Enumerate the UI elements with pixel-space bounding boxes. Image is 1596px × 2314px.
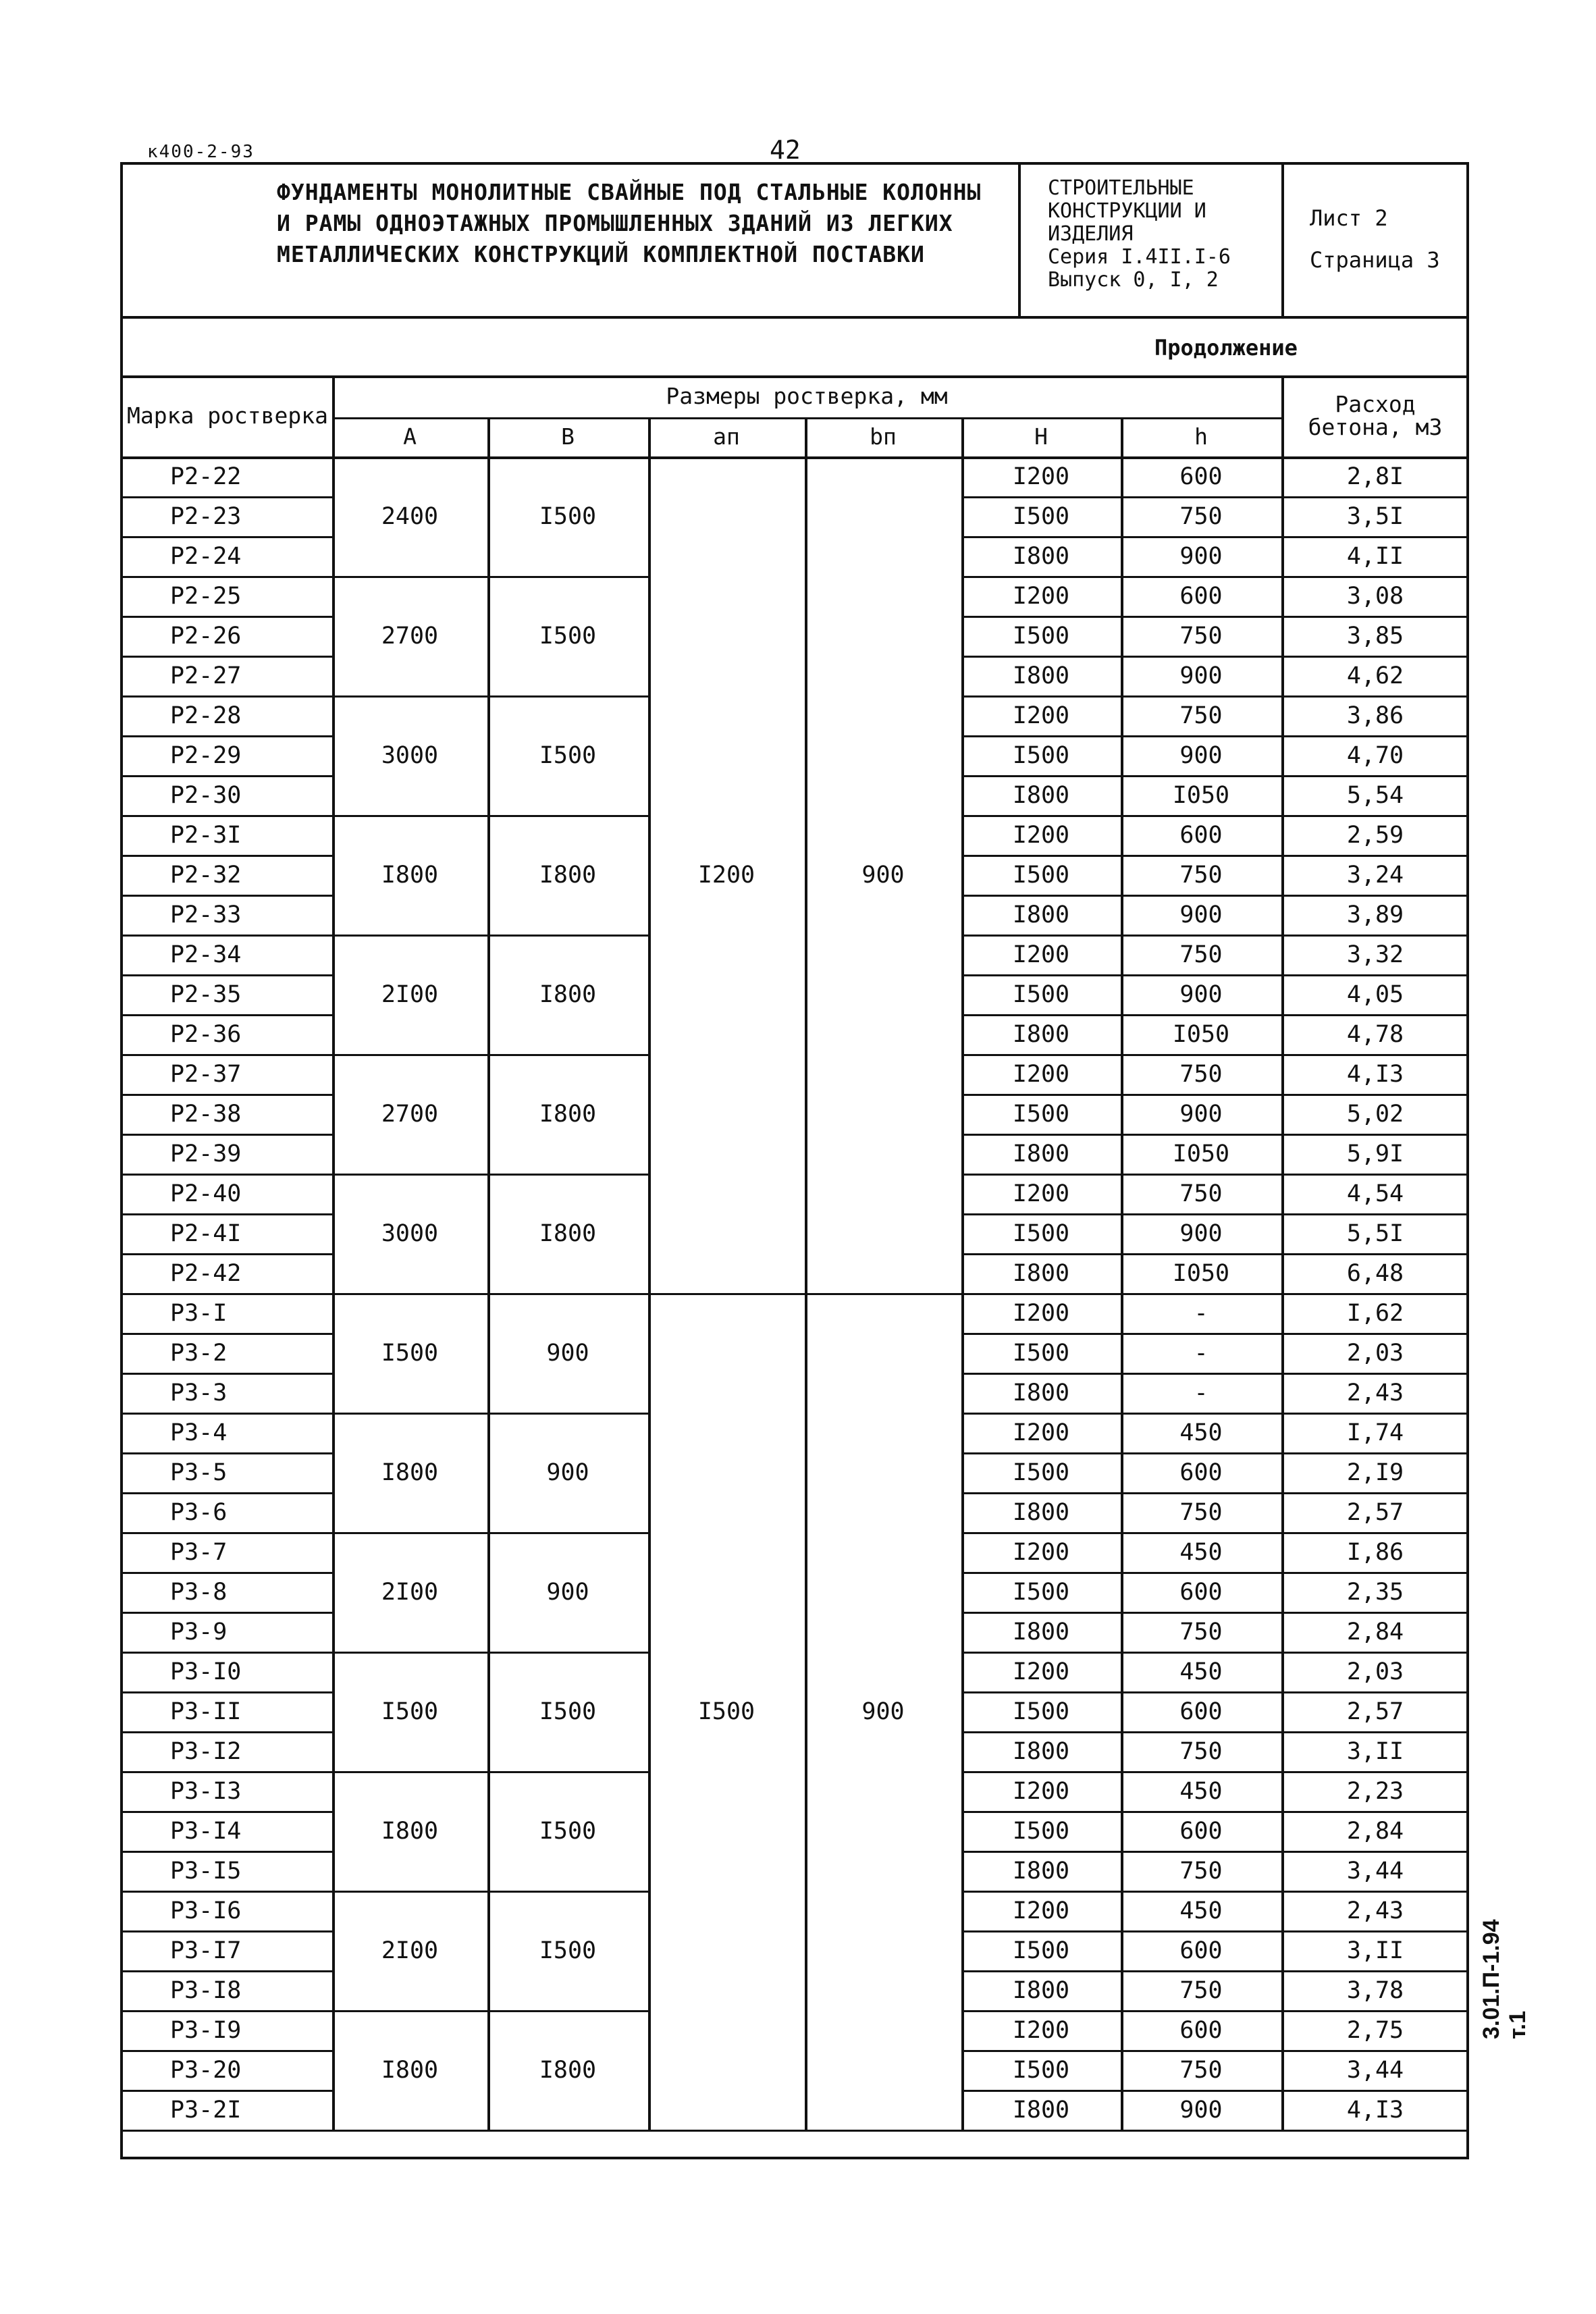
- header-B: B: [561, 423, 575, 450]
- h-cell: 900: [1179, 980, 1223, 1008]
- H-cell: I800: [1012, 662, 1070, 689]
- continuation-label: Продолжение: [1154, 335, 1298, 361]
- H-cell: I500: [1012, 1578, 1070, 1606]
- an-cell: I500: [697, 1698, 755, 1725]
- mark-cell: Р3-9: [170, 1618, 228, 1646]
- mark-cell: Р2-32: [170, 861, 242, 889]
- concrete-cell: 2,43: [1346, 1897, 1404, 1924]
- concrete-cell: 2,75: [1346, 2016, 1404, 2044]
- concrete-cell: 3,II: [1346, 1737, 1404, 1765]
- concrete-cell: 5,54: [1346, 781, 1404, 809]
- mark-cell: Р2-36: [170, 1020, 242, 1048]
- B-cell: I500: [539, 1937, 597, 1964]
- h-cell: 600: [1179, 582, 1223, 610]
- h-cell: 900: [1179, 542, 1223, 570]
- concrete-cell: 4,I3: [1346, 2096, 1404, 2124]
- B-cell: I500: [539, 741, 597, 769]
- h-cell: 600: [1179, 1817, 1223, 1845]
- side-stamp: 3.01.П-1.94 т.1: [1479, 1919, 1531, 2039]
- H-cell: I200: [1012, 702, 1070, 729]
- B-cell: I800: [539, 1100, 597, 1128]
- row-rule: [961, 2130, 1469, 2132]
- concrete-cell: 4,78: [1346, 1020, 1404, 1048]
- concrete-cell: 2,03: [1346, 1339, 1404, 1367]
- concrete-cell: 3,78: [1346, 1976, 1404, 2004]
- A-cell: 2400: [381, 502, 439, 530]
- mark-cell: Р3-I4: [170, 1817, 242, 1845]
- H-cell: I800: [1012, 1379, 1070, 1406]
- concrete-cell: 4,70: [1346, 741, 1404, 769]
- H-cell: I800: [1012, 1618, 1070, 1646]
- h-cell: 750: [1179, 1857, 1223, 1885]
- header-mark: Марка ростверка: [126, 402, 328, 429]
- h-cell: 750: [1179, 1180, 1223, 1207]
- header-h: h: [1194, 423, 1208, 450]
- B-cell: I800: [539, 980, 597, 1008]
- mark-cell: Р3-2: [170, 1339, 228, 1367]
- concrete-cell: 5,9I: [1346, 1140, 1404, 1167]
- H-cell: I500: [1012, 741, 1070, 769]
- concrete-cell: 2,8I: [1346, 463, 1404, 490]
- h-cell: I050: [1172, 1020, 1230, 1048]
- mark-cell: Р2-30: [170, 781, 242, 809]
- concrete-cell: 3,85: [1346, 622, 1404, 650]
- mark-cell: Р3-I7: [170, 1937, 242, 1964]
- mark-cell: Р3-II: [170, 1698, 242, 1725]
- mark-cell: Р3-3: [170, 1379, 228, 1406]
- B-cell: 900: [546, 1339, 589, 1367]
- concrete-cell: 4,62: [1346, 662, 1404, 689]
- h-cell: 900: [1179, 901, 1223, 928]
- h-cell: 600: [1179, 1578, 1223, 1606]
- header-concrete: Расход бетона, м3: [1308, 391, 1443, 440]
- H-cell: I800: [1012, 542, 1070, 570]
- pile-group-rule: [648, 2130, 961, 2132]
- A-cell: I800: [381, 2056, 439, 2084]
- A-cell: I500: [381, 1698, 439, 1725]
- mark-cell: Р3-I5: [170, 1857, 242, 1885]
- H-cell: I500: [1012, 1458, 1070, 1486]
- H-cell: I800: [1012, 1737, 1070, 1765]
- B-cell: I500: [539, 1817, 597, 1845]
- mark-cell: Р2-38: [170, 1100, 242, 1128]
- A-cell: 2700: [381, 622, 439, 650]
- A-cell: 2I00: [381, 1578, 439, 1606]
- h-cell: 900: [1179, 741, 1223, 769]
- mark-cell: Р2-28: [170, 702, 242, 729]
- A-cell: 2I00: [381, 980, 439, 1008]
- h-cell: 450: [1179, 1777, 1223, 1805]
- A-cell: I500: [381, 1339, 439, 1367]
- mark-cell: Р3-20: [170, 2056, 242, 2084]
- h-cell: 750: [1179, 1618, 1223, 1646]
- concrete-cell: 2,84: [1346, 1817, 1404, 1845]
- B-cell: I800: [539, 2056, 597, 2084]
- mark-cell: Р2-34: [170, 941, 242, 968]
- header-A: A: [403, 423, 417, 450]
- h-cell: 450: [1179, 1658, 1223, 1685]
- h-cell: 450: [1179, 1419, 1223, 1446]
- H-cell: I200: [1012, 463, 1070, 490]
- concrete-cell: 4,54: [1346, 1180, 1404, 1207]
- mark-cell: Р3-7: [170, 1538, 228, 1566]
- h-cell: 600: [1179, 1458, 1223, 1486]
- B-cell: I500: [539, 502, 597, 530]
- mark-cell: Р2-39: [170, 1140, 242, 1167]
- H-cell: I800: [1012, 901, 1070, 928]
- concrete-cell: 4,II: [1346, 542, 1404, 570]
- H-cell: I800: [1012, 2096, 1070, 2124]
- H-cell: I800: [1012, 1020, 1070, 1048]
- mark-cell: Р3-I2: [170, 1737, 242, 1765]
- mark-cell: Р2-40: [170, 1180, 242, 1207]
- mark-cell: Р2-26: [170, 622, 242, 650]
- h-cell: 600: [1179, 1937, 1223, 1964]
- header-sizes: Размеры ростверка, мм: [666, 383, 948, 409]
- H-cell: I800: [1012, 1857, 1070, 1885]
- A-cell: I800: [381, 1817, 439, 1845]
- concrete-cell: 2,I9: [1346, 1458, 1404, 1486]
- B-cell: I800: [539, 1219, 597, 1247]
- h-cell: I050: [1172, 781, 1230, 809]
- h-cell: 600: [1179, 821, 1223, 849]
- mark-cell: Р2-35: [170, 980, 242, 1008]
- group-rule: [332, 2130, 648, 2132]
- H-cell: I200: [1012, 1897, 1070, 1924]
- h-cell: I050: [1172, 1140, 1230, 1167]
- h-cell: 750: [1179, 1060, 1223, 1088]
- h-cell: -: [1194, 1299, 1208, 1327]
- concrete-cell: 3,86: [1346, 702, 1404, 729]
- mark-cell: Р2-33: [170, 901, 242, 928]
- series-line-5: Выпуск 0, I, 2: [1048, 268, 1219, 292]
- mark-cell: Р2-27: [170, 662, 242, 689]
- concrete-cell: 3,08: [1346, 582, 1404, 610]
- h-cell: 750: [1179, 1976, 1223, 2004]
- bn-cell: 900: [861, 1698, 905, 1725]
- concrete-cell: 2,43: [1346, 1379, 1404, 1406]
- concrete-cell: 2,59: [1346, 821, 1404, 849]
- B-cell: I500: [539, 622, 597, 650]
- mark-cell: Р3-2I: [170, 2096, 242, 2124]
- H-cell: I200: [1012, 821, 1070, 849]
- h-cell: 750: [1179, 1737, 1223, 1765]
- mark-cell: Р3-I: [170, 1299, 228, 1327]
- h-cell: 750: [1179, 2056, 1223, 2084]
- concrete-cell: 2,03: [1346, 1658, 1404, 1685]
- H-cell: I200: [1012, 582, 1070, 610]
- B-cell: I500: [539, 1698, 597, 1725]
- H-cell: I500: [1012, 1698, 1070, 1725]
- H-cell: I500: [1012, 2056, 1070, 2084]
- h-cell: 750: [1179, 502, 1223, 530]
- H-cell: I500: [1012, 1817, 1070, 1845]
- header-bn: bп: [870, 423, 897, 450]
- A-cell: 2700: [381, 1100, 439, 1128]
- H-cell: I800: [1012, 1498, 1070, 1526]
- h-cell: -: [1194, 1379, 1208, 1406]
- concrete-cell: 3,32: [1346, 941, 1404, 968]
- h-cell: 900: [1179, 662, 1223, 689]
- h-cell: I050: [1172, 1259, 1230, 1287]
- concrete-cell: 2,57: [1346, 1498, 1404, 1526]
- B-cell: 900: [546, 1578, 589, 1606]
- h-cell: 750: [1179, 941, 1223, 968]
- h-cell: 600: [1179, 2016, 1223, 2044]
- series-line-2: КОНСТРУКЦИИ И: [1048, 199, 1206, 223]
- concrete-cell: 3,89: [1346, 901, 1404, 928]
- H-cell: I800: [1012, 781, 1070, 809]
- mark-cell: Р2-22: [170, 463, 242, 490]
- mark-cell: Р2-4I: [170, 1219, 242, 1247]
- concrete-cell: 3,44: [1346, 2056, 1404, 2084]
- H-cell: I200: [1012, 1060, 1070, 1088]
- mark-cell: Р3-I6: [170, 1897, 242, 1924]
- mark-cell: Р3-I3: [170, 1777, 242, 1805]
- h-cell: 450: [1179, 1538, 1223, 1566]
- page-label: Страница 3: [1310, 247, 1440, 273]
- H-cell: I500: [1012, 622, 1070, 650]
- mark-cell: Р2-24: [170, 542, 242, 570]
- H-cell: I500: [1012, 980, 1070, 1008]
- h-cell: 750: [1179, 702, 1223, 729]
- H-cell: I500: [1012, 1339, 1070, 1367]
- mark-cell: Р3-I0: [170, 1658, 242, 1685]
- A-cell: 3000: [381, 741, 439, 769]
- mark-cell: Р2-29: [170, 741, 242, 769]
- mark-cell: Р3-I9: [170, 2016, 242, 2044]
- H-cell: I500: [1012, 861, 1070, 889]
- H-cell: I500: [1012, 1100, 1070, 1128]
- mark-cell: Р2-3I: [170, 821, 242, 849]
- h-cell: 600: [1179, 1698, 1223, 1725]
- H-cell: I200: [1012, 1777, 1070, 1805]
- H-cell: I800: [1012, 1259, 1070, 1287]
- concrete-cell: 6,48: [1346, 1259, 1404, 1287]
- h-cell: 900: [1179, 1219, 1223, 1247]
- mark-cell: Р2-25: [170, 582, 242, 610]
- document-title: ФУНДАМЕНТЫ МОНОЛИТНЫЕ СВАЙНЫЕ ПОД СТАЛЬНЫЕ КОЛОННЫ И РАМЫ ОДНОЭТАЖНЫХ ПРОМЫШЛЕННЫХ ЗДАНИЙ ИЗ ЛЕГКИХ МЕТАЛЛИЧЕСКИХ КОНСТРУКЦИЙ КОМПЛЕКТНОЙ ПОСТАВКИ: [277, 179, 982, 267]
- series-line-4: Серия I.4II.I-6: [1048, 245, 1231, 269]
- B-cell: 900: [546, 1458, 589, 1486]
- H-cell: I200: [1012, 1180, 1070, 1207]
- concrete-cell: I,62: [1346, 1299, 1404, 1327]
- concrete-cell: 3,44: [1346, 1857, 1404, 1885]
- h-cell: 600: [1179, 463, 1223, 490]
- concrete-cell: 3,24: [1346, 861, 1404, 889]
- concrete-cell: I,86: [1346, 1538, 1404, 1566]
- sheet-label: Лист 2: [1310, 205, 1388, 231]
- document-code: к400-2-93: [147, 142, 255, 162]
- h-cell: 750: [1179, 622, 1223, 650]
- mark-cell: Р2-42: [170, 1259, 242, 1287]
- row-rule: [123, 2130, 332, 2132]
- concrete-cell: 4,I3: [1346, 1060, 1404, 1088]
- concrete-cell: 4,05: [1346, 980, 1404, 1008]
- concrete-cell: 2,35: [1346, 1578, 1404, 1606]
- H-cell: I800: [1012, 1140, 1070, 1167]
- H-cell: I500: [1012, 502, 1070, 530]
- concrete-cell: 5,5I: [1346, 1219, 1404, 1247]
- H-cell: I200: [1012, 941, 1070, 968]
- H-cell: I500: [1012, 1937, 1070, 1964]
- concrete-cell: I,74: [1346, 1419, 1404, 1446]
- mark-cell: Р2-37: [170, 1060, 242, 1088]
- H-cell: I200: [1012, 2016, 1070, 2044]
- mark-cell: Р3-6: [170, 1498, 228, 1526]
- concrete-cell: 2,23: [1346, 1777, 1404, 1805]
- h-cell: 750: [1179, 861, 1223, 889]
- h-cell: 750: [1179, 1498, 1223, 1526]
- H-cell: I200: [1012, 1658, 1070, 1685]
- H-cell: I200: [1012, 1538, 1070, 1566]
- mark-cell: Р2-23: [170, 502, 242, 530]
- h-cell: 900: [1179, 2096, 1223, 2124]
- A-cell: 3000: [381, 1219, 439, 1247]
- mark-cell: Р3-4: [170, 1419, 228, 1446]
- B-cell: I800: [539, 861, 597, 889]
- series-line-3: ИЗДЕЛИЯ: [1048, 222, 1134, 246]
- H-cell: I200: [1012, 1419, 1070, 1446]
- h-cell: -: [1194, 1339, 1208, 1367]
- concrete-cell: 3,II: [1346, 1937, 1404, 1964]
- series-line-1: СТРОИТЕЛЬНЫЕ: [1048, 176, 1194, 200]
- concrete-cell: 5,02: [1346, 1100, 1404, 1128]
- bn-cell: 900: [861, 861, 905, 889]
- mark-cell: Р3-8: [170, 1578, 228, 1606]
- concrete-cell: 2,57: [1346, 1698, 1404, 1725]
- an-cell: I200: [697, 861, 755, 889]
- H-cell: I200: [1012, 1299, 1070, 1327]
- header-H: H: [1034, 423, 1048, 450]
- concrete-cell: 2,84: [1346, 1618, 1404, 1646]
- A-cell: I800: [381, 861, 439, 889]
- A-cell: I800: [381, 1458, 439, 1486]
- A-cell: 2I00: [381, 1937, 439, 1964]
- concrete-cell: 3,5I: [1346, 502, 1404, 530]
- mark-cell: Р3-5: [170, 1458, 228, 1486]
- H-cell: I500: [1012, 1219, 1070, 1247]
- page-number: 42: [770, 135, 801, 165]
- header-an: aп: [713, 423, 740, 450]
- mark-cell: Р3-I8: [170, 1976, 242, 2004]
- H-cell: I800: [1012, 1976, 1070, 2004]
- h-cell: 900: [1179, 1100, 1223, 1128]
- h-cell: 450: [1179, 1897, 1223, 1924]
